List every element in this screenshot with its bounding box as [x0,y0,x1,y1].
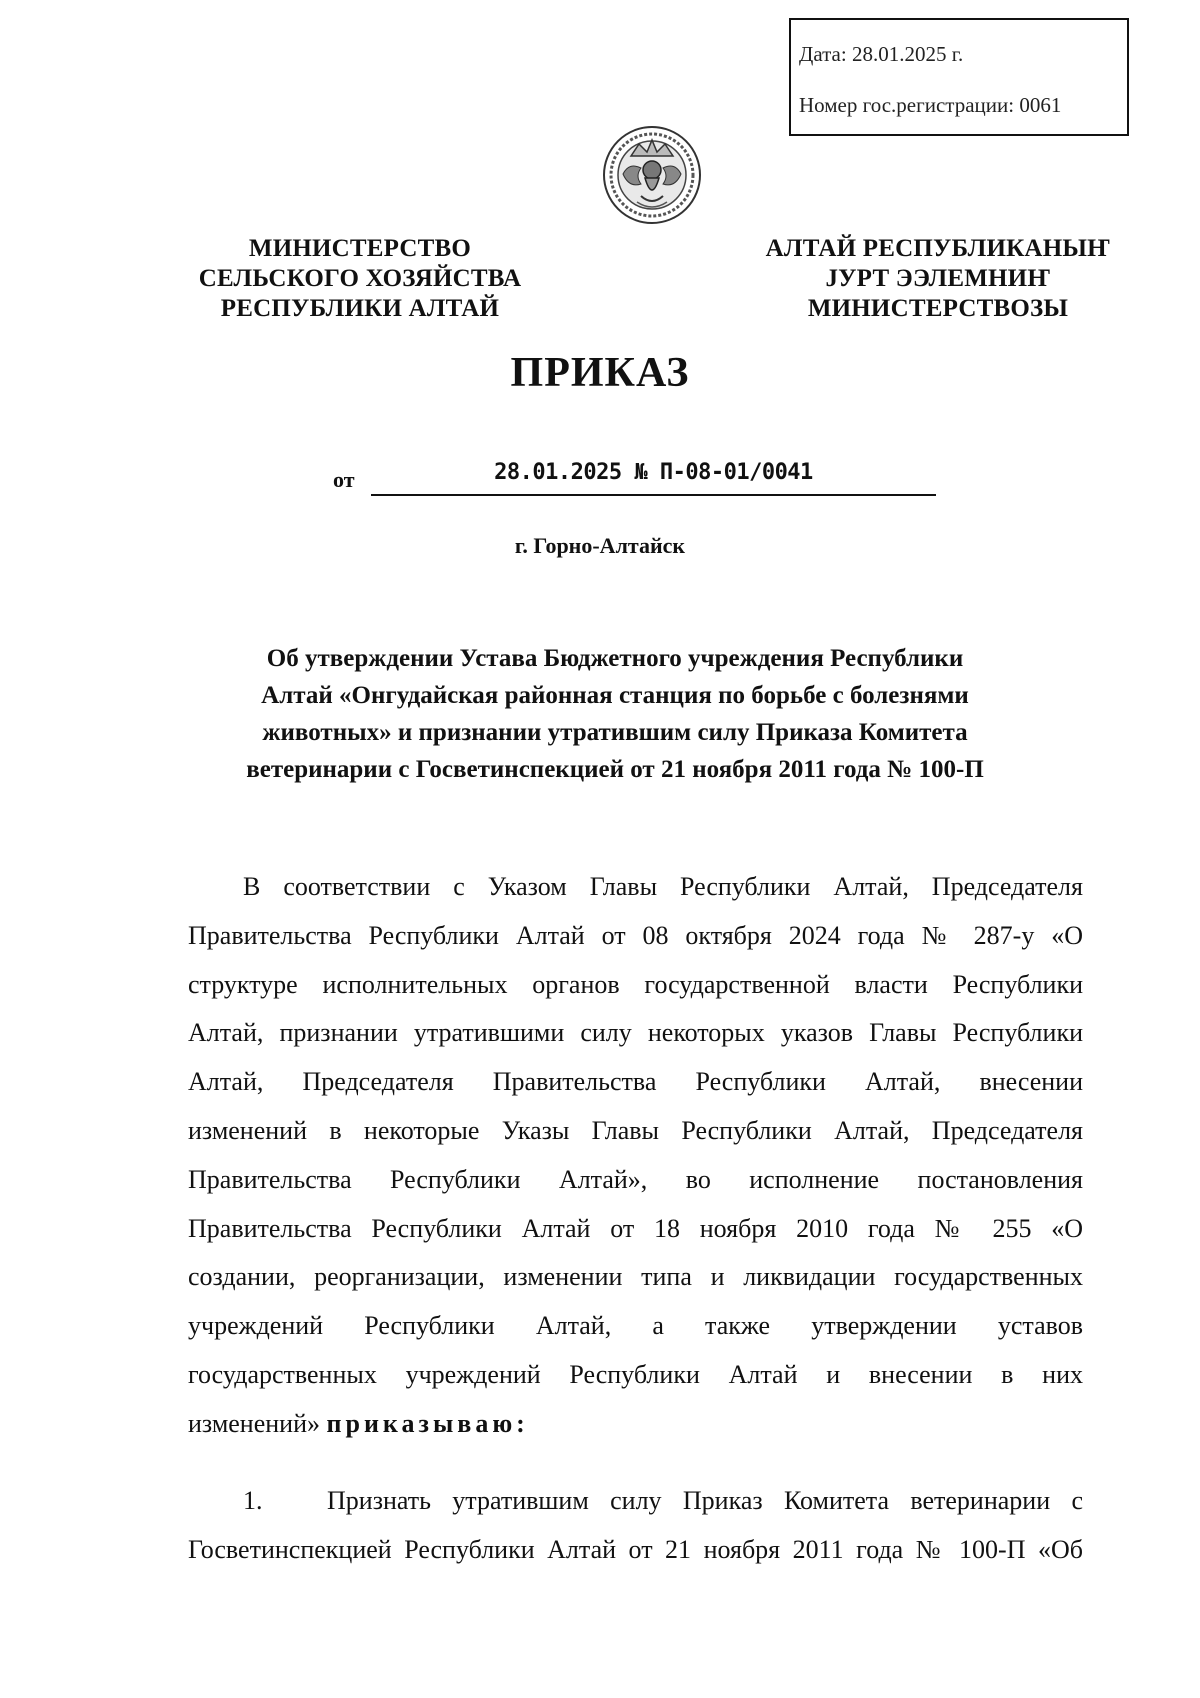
ministry-name-line: СЕЛЬСКОГО ХОЗЯЙСТВА [198,265,522,292]
ministry-name-line: ЈУРТ ЭЭЛЕМНИҤ [825,265,1051,292]
registration-number-value: 0061 [1019,93,1062,117]
item-1-paragraph [188,1477,1083,1575]
body-line: создании, реорганизации, изменении типа и ликвидации государственных [188,1262,1083,1292]
item-text: Признать утратившим силу Приказ Комитета ветеринарии с [327,1486,1083,1515]
item-number: 1. [243,1486,263,1515]
subject-line: Об утверждении Устава Бюджетного учреждения Республики [266,645,964,672]
body-line: Правительства Республики Алтай от 08 октября 2024 года № 287-у «О [188,920,1083,950]
preamble-paragraph [188,863,1083,1449]
body-line-text: изменений» [188,1408,321,1438]
subject-line: ветеринарии с Госветинспекцией от 21 ноября 2011 года № 100-П [246,756,984,783]
ministry-name-line: МИНИСТЕРСТВО [248,235,472,262]
body-line: учреждений Республики Алтай, а также утверждении уставов [188,1311,1083,1341]
body-line: государственных учреждений Республики Алтай и внесении в них [188,1359,1083,1389]
coat-of-arms-emblem [601,122,703,228]
order-subject [190,640,1040,788]
body-line: Алтай, Председателя Правительства Республики Алтай, внесении [188,1067,1083,1097]
registration-date-value: 28.01.2025 г. [851,42,964,66]
registration-date [799,44,1127,65]
ministry-name-line: АЛТАЙ РЕСПУБЛИКАНЫҤ [765,235,1111,262]
body-line: Алтай, признании утратившими силу некоторых указов Главы Республики [188,1018,1083,1048]
body-line-last [188,1400,1083,1449]
document-title: ПРИКАЗ [510,350,690,396]
body-line: Правительства Республики Алтай от 18 ноября 2010 года № 255 «О [188,1213,1083,1243]
body-line: Госветинспекцией Республики Алтай от 21 ноября 2011 года № 100-П «Об [188,1534,1083,1564]
registration-date-label: Дата: [799,42,847,66]
body-line: В соответствии с Указом Главы Республики Алтай, Председателя [243,872,1083,901]
registration-number-label: Номер гос.регистрации: [799,93,1015,117]
ministry-name-line: МИНИСТЕРСТВОЗЫ [807,295,1069,322]
order-underline [371,494,936,496]
body-line: структуре исполнительных органов государственной власти Республики [188,969,1083,999]
city-name: г. Горно-Алтайск [514,533,686,558]
subject-line: Алтай «Онгудайская районная станция по борьбе с болезнями [261,682,969,709]
order-number-row [0,458,1200,498]
ministry-name-altai [738,234,1138,324]
order-date-number: 28.01.2025 № П-08-01/0041 [494,460,813,485]
subject-line: животных» и признании утратившим силу Приказа Комитета [262,719,968,746]
ministry-name-russian [170,234,550,324]
body-line [188,1477,1083,1526]
prikazyvayu-word: приказываю: [326,1408,529,1438]
registration-number [799,95,1127,116]
ministry-name-line: РЕСПУБЛИКИ АЛТАЙ [220,295,500,322]
order-from-label: от [333,467,355,492]
registration-stamp [789,18,1129,136]
body-line: Правительства Республики Алтай», во исполнение постановления [188,1164,1083,1194]
body-line: изменений в некоторые Указы Главы Республики Алтай, Председателя [188,1115,1083,1145]
